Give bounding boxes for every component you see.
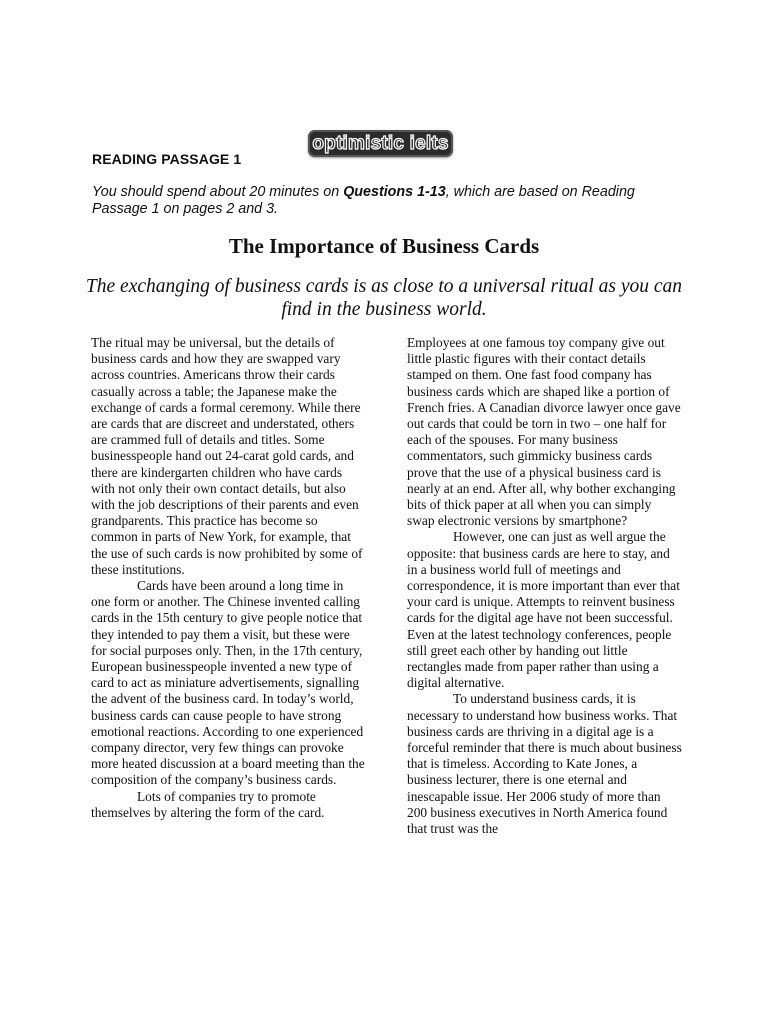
instructions-prefix: You should spend about 20 minutes on [92,184,344,200]
passage-label: READING PASSAGE 1 [92,151,242,167]
right-column [407,335,682,837]
instructions [92,184,692,218]
paragraph: The ritual may be universal, but the details of business cards and how they are swapped vary across countries. Americans throw their cards casually across a table; the Japanese make the exchange of cards a formal ceremony. While there are cards that are discreet and understated, others are crammed full of details and titles. Some businesspeople hand out 24-carat gold cards, and there are kindergarten children who have cards with not only their own contact details, but also with the job descriptions of their parents and even grandparents. This practice has become so common in parts of New York, for example, that the use of such cards is now prohibited by some of these institutions. [91,335,363,577]
paragraph: Lots of companies try to promote themselves by altering the form of the card. [91,788,325,820]
paragraph: Cards have been around a long time in one form or another. The Chinese invented calling cards in the 15th century to give people notice that they intended to pay them a visit, but these were for social purposes only. Then, in the 17th century, European businesspeople invented a new type of card to act as miniature advertisements, signalling the advent of the business card. In today’s world, business cards can cause people to have strong emotional reactions. According to one experienced company director, very few things can provoke more heated discussion at a board meeting than the composition of the company’s business cards. [91,578,365,788]
left-column [91,335,366,821]
instructions-questions: Questions 1-13 [343,184,446,200]
paragraph: Employees at one famous toy company give out little plastic figures with their contact details stamped on them. One fast food company has business cards which are shaped like a portion of French fries. A Canadian divorce lawyer once gave out cards that could be torn in two – one half for each of the spouses. For many business commentators, such gimmicky business cards prove that the use of a physical business card is nearly at an end. After all, why bother exchanging bits of thick paper at all when you can simply swap electronic versions by smartphone? [407,335,681,529]
paragraph: To understand business cards, it is necessary to understand how business works. That business cards are thriving in a digital age is a forceful reminder that there is much about business that is timeless. According to Kate Jones, a business lecturer, there is one eternal and inescapable issue. Her 2006 study of more than 200 business executives in North America found that trust was the [407,691,682,837]
paragraph: However, one can just as well argue the opposite: that business cards are here to stay, and in a business world full of meetings and correspondence, it is more important than ever that your card is unique. Attempts to reinvent business cards for the digital age have not been successful. Even at the latest technology conferences, people still greet each other by handing out little rectangles made from paper rather than using a digital alternative. [407,529,680,691]
optimistic-ielts-logo [308,130,453,157]
logo-text: optimistic ielts [312,133,449,154]
instructions-suffix: , which are based on Reading Passage 1 on pages 2 and 3. [92,184,635,217]
article-subtitle: The exchanging of business cards is as close to a universal ritual as you can find in the business world. [85,276,683,320]
article-title: The Importance of Business Cards [228,234,540,258]
